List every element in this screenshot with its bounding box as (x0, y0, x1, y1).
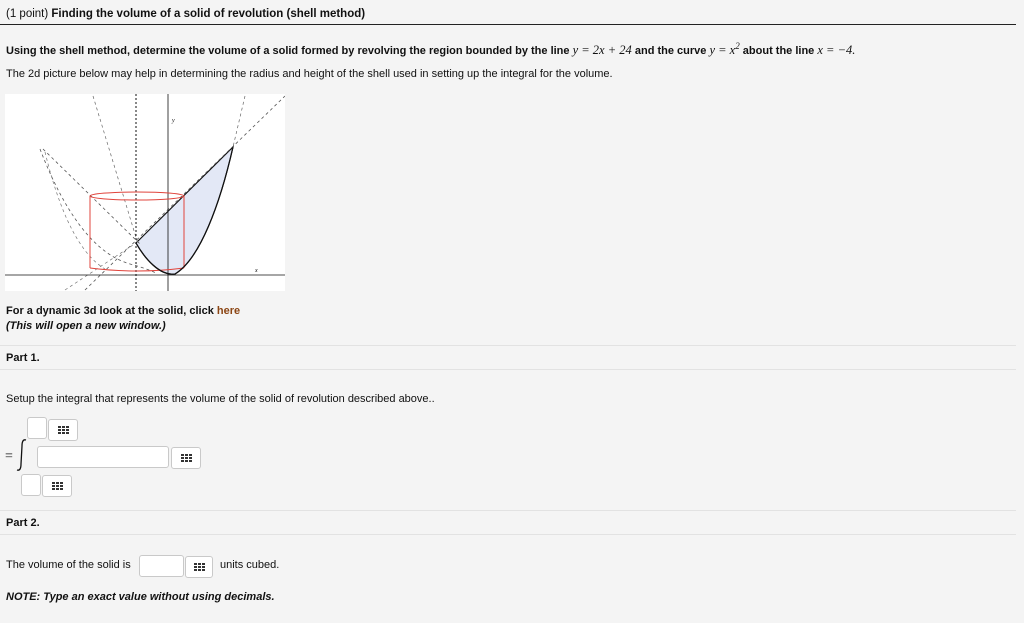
problem-title (6, 8, 365, 20)
x-axis-label: x (255, 268, 258, 274)
part1-divider (0, 369, 1016, 370)
volume-answer-input[interactable] (139, 555, 184, 577)
part2-heading: Part 2. (6, 517, 40, 529)
shell-method-figure (5, 94, 285, 291)
guide-dashed-1 (93, 96, 138, 244)
integral-sign (16, 438, 30, 472)
curve-equation: $y = x^2$ (709, 41, 740, 58)
hint-text: The 2d picture below may help in determining the radius and height of the shell used in setting up the integral for the volume. (6, 68, 613, 80)
y-axis-label: y (172, 118, 175, 124)
guide-dashed-2 (233, 96, 245, 147)
line-equation: y = 2x + 24 (572, 43, 632, 58)
guide-dashed-3 (65, 243, 136, 290)
part1-instruction: Setup the integral that represents the volume of the solid of revolution described above.. (6, 393, 435, 405)
keypad-icon (52, 482, 63, 490)
section-divider (0, 345, 1016, 346)
integrand-input[interactable] (37, 446, 169, 468)
dynamic-3d-link[interactable]: here (216, 305, 241, 317)
shell-top-ellipse (90, 192, 184, 200)
new-window-note: (This will open a new window.) (6, 320, 166, 332)
parabola-dashed-left (40, 149, 157, 274)
keypad-icon (194, 563, 205, 571)
upper-limit-keypad-button[interactable] (48, 419, 78, 441)
part1-heading: Part 1. (6, 352, 40, 364)
part-divider (0, 510, 1016, 511)
volume-prefix: The volume of the solid is (6, 559, 131, 571)
points-label: (1 point) (6, 8, 49, 20)
parabola-dashed-reflected (45, 152, 105, 269)
exact-value-note: NOTE: Type an exact value without using decimals. (6, 591, 275, 603)
equals-sign: = (5, 449, 13, 464)
lower-limit-keypad-button[interactable] (42, 475, 72, 497)
keypad-icon (58, 426, 69, 434)
question-text: Using the shell method, determine the volume of a solid formed by revolving the region bounded by the line y = 2x + 24 and the curve $y = x^2$ about the line x = −4. (6, 41, 856, 58)
reflected-line-dashed (43, 149, 140, 244)
axis-equation: x = −4. (817, 43, 856, 58)
problem-heading: Finding the volume of a solid of revolution (shell method) (51, 8, 366, 20)
keypad-icon (181, 454, 192, 462)
volume-keypad-button[interactable] (185, 556, 213, 578)
upper-limit-input[interactable] (27, 417, 47, 439)
units-label: units cubed. (220, 559, 280, 571)
figure-svg (5, 94, 285, 291)
integrand-keypad-button[interactable] (171, 447, 201, 469)
part2-divider (0, 534, 1016, 535)
title-divider (0, 24, 1016, 25)
dynamic-3d-text: For a dynamic 3d look at the solid, click here (6, 305, 241, 317)
lower-limit-input[interactable] (21, 474, 41, 496)
